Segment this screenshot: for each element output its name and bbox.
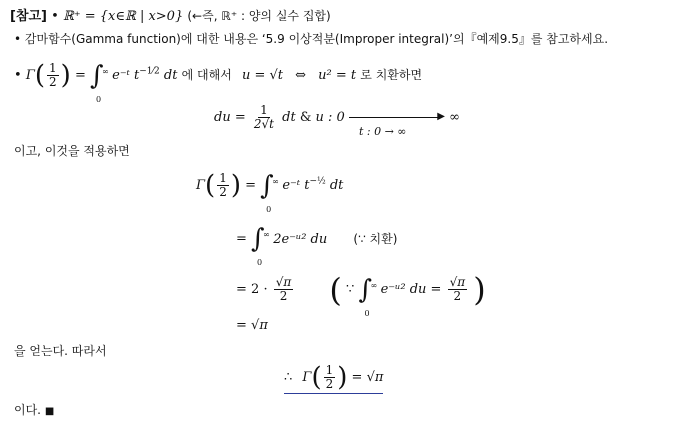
- ampersand: &: [299, 110, 312, 125]
- gamma-half-definition: • Γ( $\frac{1}{2}$ ) = ∫ ∞ 0 e⁻ᵗ $t^{-1⁄2}$ dt 에 대해서 u = √t ⇔ u² = t 로 치환하면: [14, 62, 422, 89]
- text-substitute: 로 치환하면: [360, 68, 423, 82]
- set-definition: ℝ⁺ = {x∈ℝ | x>0}: [62, 9, 184, 24]
- conclusion: ∴ Γ( $\frac{1}{2}$ ) = √π: [284, 362, 384, 393]
- header-tag: [참고]: [10, 9, 47, 24]
- bullet: •: [14, 68, 22, 83]
- substitution-note: (∵ 치환): [353, 231, 398, 246]
- step-4: [236, 318, 268, 334]
- inner-integrand: e⁻ᵘ² du =: [380, 282, 442, 297]
- substitution-squared: u² = t: [318, 68, 357, 83]
- substitution: u = √t: [241, 68, 283, 83]
- step-2: [236, 224, 398, 267]
- du-line: [214, 103, 460, 138]
- u-range: u : 0: [315, 110, 345, 125]
- equals: =: [236, 318, 247, 333]
- integrand: e⁻ᵗ t: [282, 178, 310, 193]
- integrand: 2e⁻ᵘ² du: [273, 231, 328, 247]
- therefore-symbol: ∴: [284, 370, 293, 385]
- qed-mark: ■: [44, 406, 55, 417]
- t-range: t : 0 → ∞: [358, 124, 407, 138]
- infinity: ∞: [449, 110, 460, 125]
- text-about: 에 대해서: [181, 68, 232, 82]
- dt: dt: [163, 68, 178, 83]
- equals: =: [236, 231, 247, 247]
- integrand: e⁻ᵗ t: [112, 68, 140, 83]
- gamma-symbol: Γ: [196, 178, 206, 193]
- int-upper: ∞: [272, 176, 279, 186]
- equals: =: [74, 68, 86, 83]
- gamma-symbol: Γ: [302, 370, 312, 385]
- bullet: •: [14, 32, 22, 46]
- int-lower: 0: [266, 204, 272, 214]
- frac-numerator: 1: [49, 61, 57, 75]
- integral-sign: ∫ ∞ 0: [90, 63, 104, 89]
- integral-sign: ∫ ∞ 0: [251, 226, 265, 252]
- exponent: −½: [309, 176, 326, 187]
- integral-sign: ∫ ∞ 0: [358, 277, 372, 303]
- du-lhs: du =: [214, 110, 246, 125]
- text-apply: 이고, 이것을 적용하면: [14, 144, 130, 158]
- int-lower: 0: [95, 94, 102, 104]
- step-3: = 2 · $\frac{√\pi}{2}$ ( ∵ ∫ ∞ 0 e⁻ᵘ² du = $\frac{√\pi}{2}$ ): [236, 276, 486, 303]
- step-1: Γ( $\frac{1}{2}$ ) = ∫ ∞ 0 e⁻ᵗ $t^{-\frac{1}{2}}$ dt: [196, 172, 343, 199]
- text-end: 이다.: [14, 403, 41, 417]
- because-symbol: ∵: [346, 282, 355, 297]
- int-upper: ∞: [101, 66, 109, 76]
- text-end-line: [14, 402, 54, 420]
- dt: dt: [329, 178, 344, 193]
- result-value: √π: [251, 318, 268, 333]
- conclusion-value: √π: [366, 370, 384, 385]
- int-lower: 0: [257, 258, 263, 267]
- du-frac-num: 1: [260, 103, 268, 117]
- integral-sign: ∫ ∞ 0: [260, 173, 274, 199]
- mapping-arrow: ▶ t : 0 → ∞: [349, 112, 445, 124]
- gamma-reference-line: [14, 31, 608, 47]
- frac-denominator: 2: [219, 185, 227, 199]
- int-upper: ∞: [370, 280, 378, 290]
- bullet: •: [51, 9, 59, 24]
- reference-text: 감마함수(Gamma function)에 대한 내용은 ‘5.9 이상적분(Improper integral)’의『예제9.5』를 참고하세요.: [24, 32, 609, 46]
- equals: =: [351, 370, 363, 385]
- frac-denominator: 2: [325, 377, 334, 391]
- int-upper: ∞: [263, 230, 270, 239]
- header-line: [10, 8, 331, 25]
- int-lower: 0: [364, 308, 370, 318]
- coefficient: 2 ·: [251, 282, 268, 297]
- frac-numerator: √π: [275, 275, 292, 289]
- gamma-symbol: Γ: [25, 68, 35, 83]
- du-frac-den: 2√t: [253, 117, 274, 131]
- frac-numerator: 1: [219, 171, 227, 185]
- frac-denominator: 2: [279, 289, 288, 303]
- inner-frac-num: √π: [449, 275, 466, 289]
- inner-frac-den: 2: [453, 289, 462, 303]
- header-note: (←즉, ℝ⁺ : 양의 실수 집합): [187, 9, 331, 23]
- frac-numerator: 1: [325, 363, 334, 377]
- equals: =: [236, 282, 247, 297]
- iff-symbol: ⇔: [295, 68, 307, 83]
- equals: =: [245, 178, 257, 193]
- du-dt: dt: [282, 110, 296, 125]
- frac-denominator: 2: [49, 75, 57, 89]
- text-result: 을 얻는다. 따라서: [14, 344, 107, 358]
